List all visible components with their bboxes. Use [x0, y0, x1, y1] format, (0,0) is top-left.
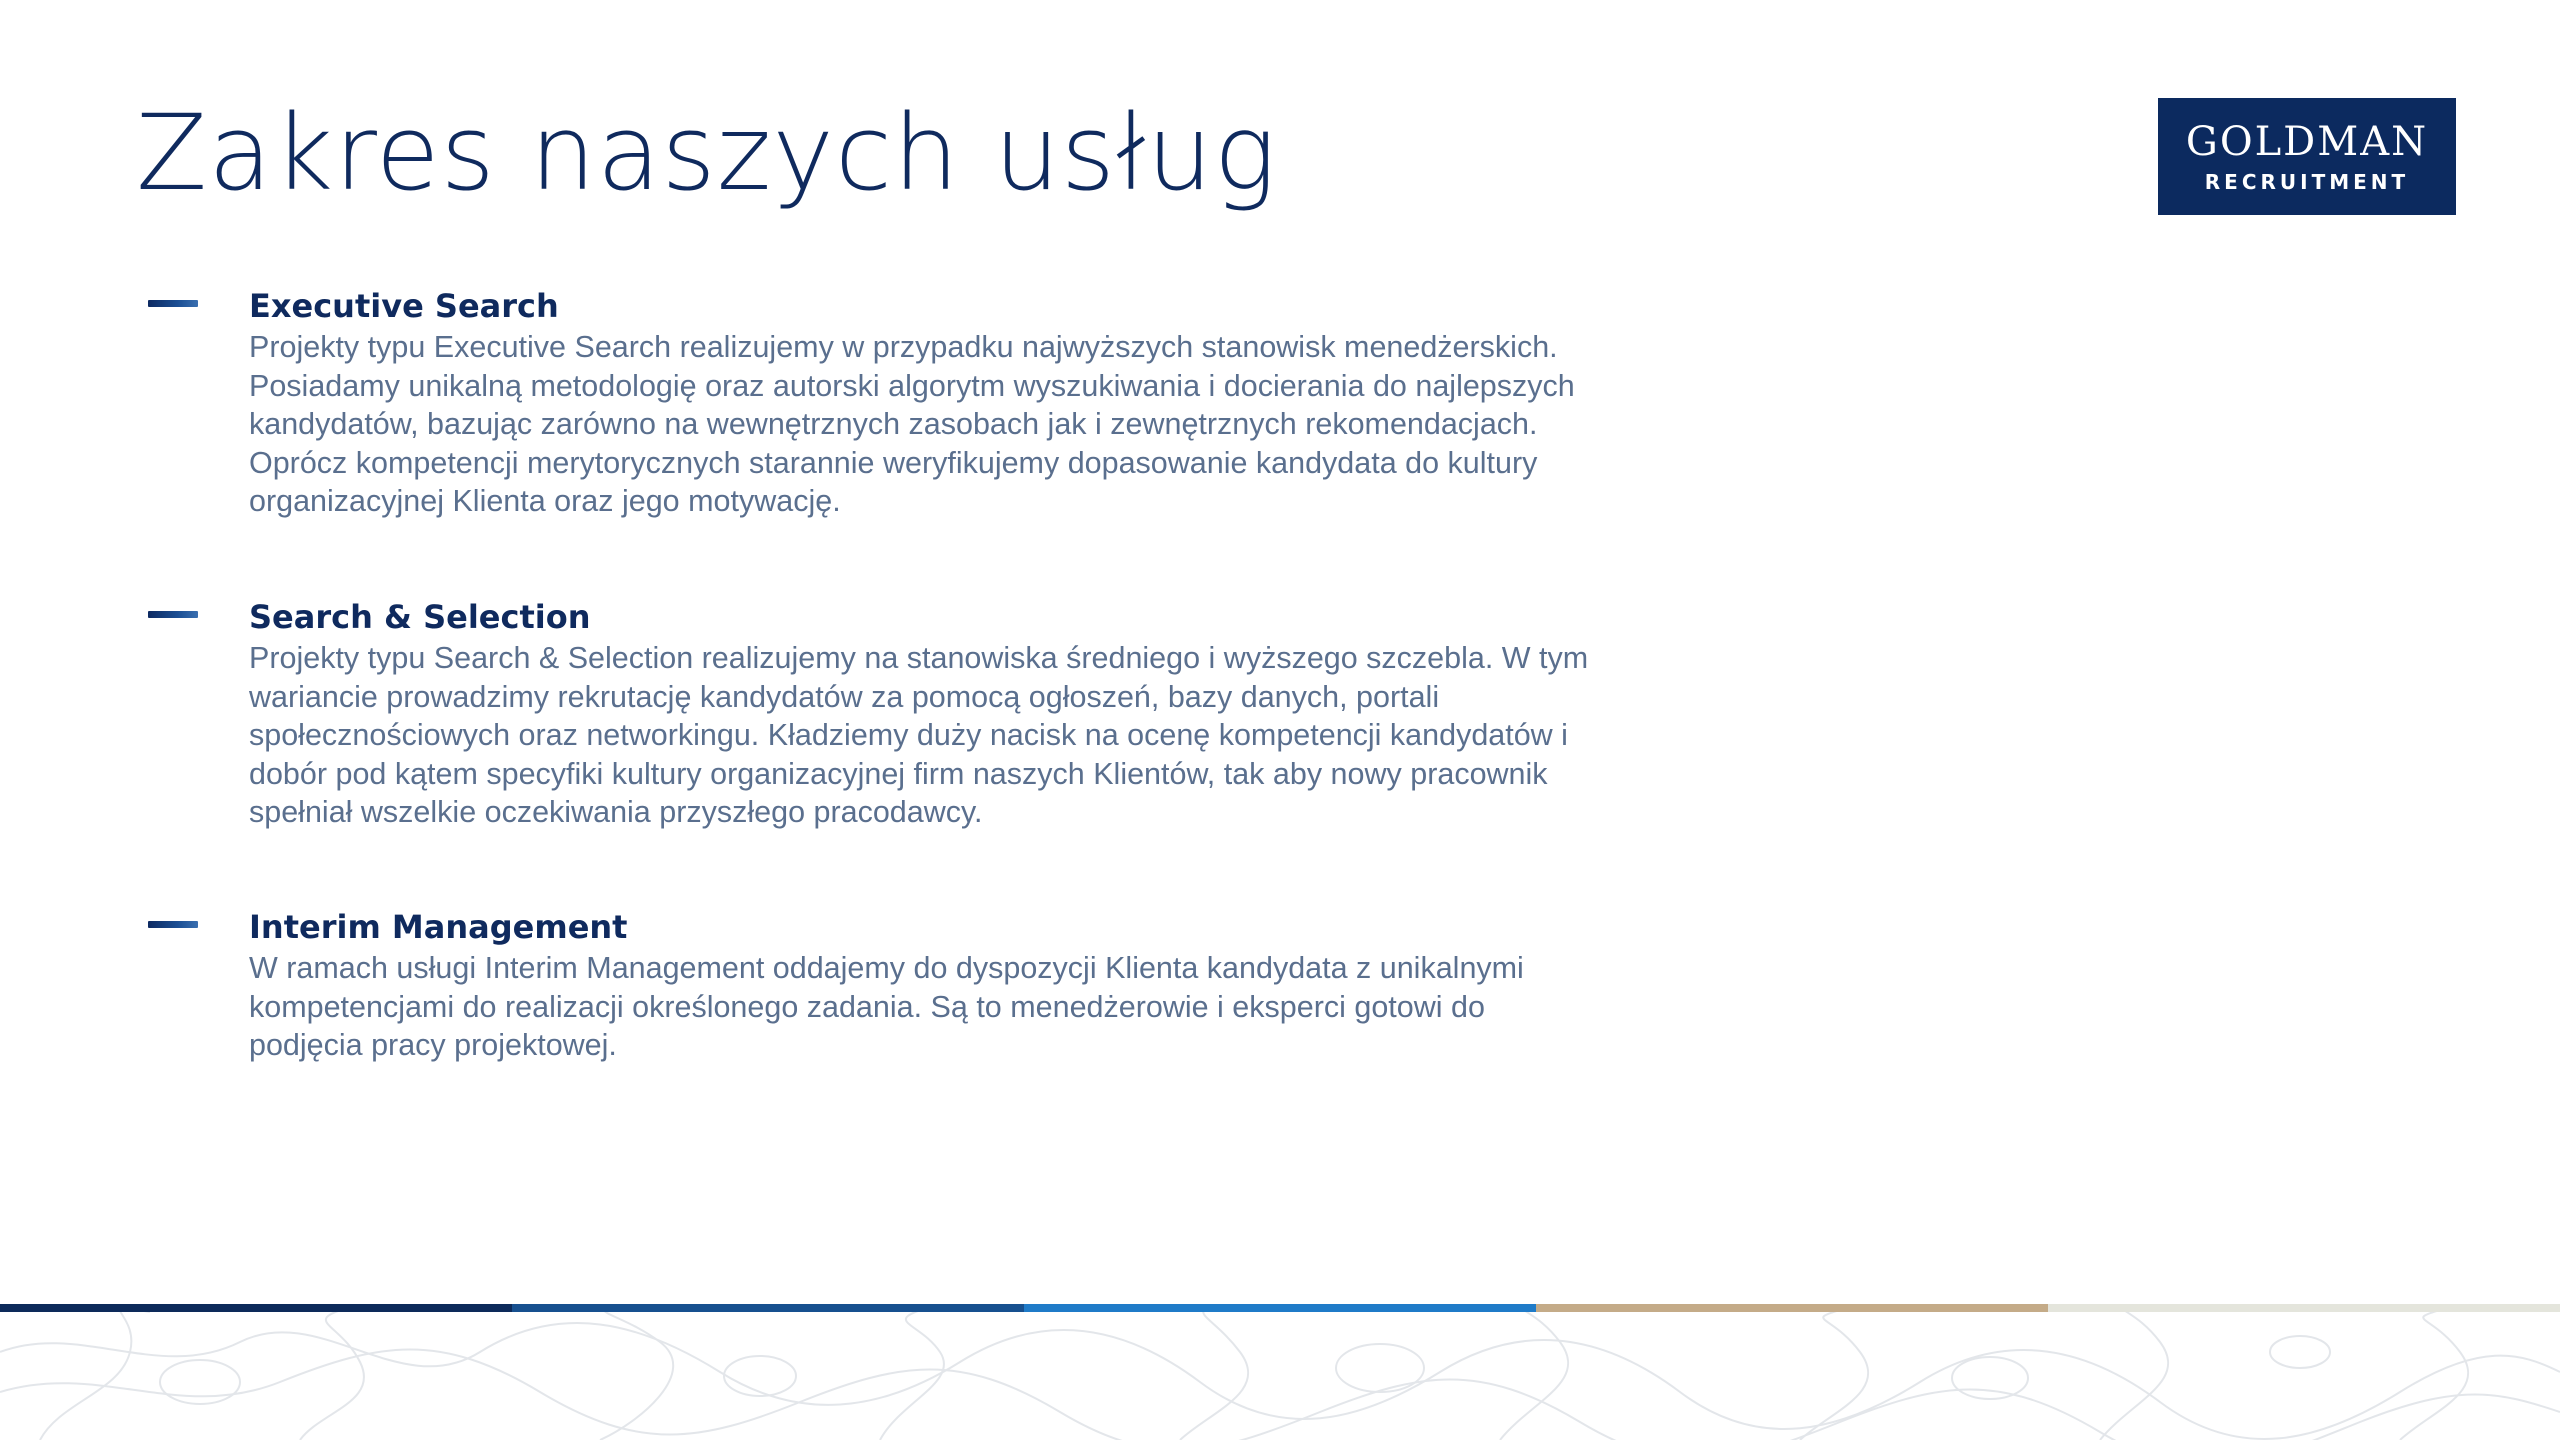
- footer-color-bar: [0, 1304, 2560, 1312]
- service-title: Executive Search: [249, 287, 559, 325]
- service-description: Projekty typu Executive Search realizujemy w przypadku najwyższych stanowisk menedżerskich. Posiadamy unikalną metodologię oraz autorski algorytm wyszukiwania i docierania do najlepszych kandydatów, bazując zarówno na wewnętrznych zasobach jak i zewnętrznych rekomendacjach. Oprócz kompetencji merytorycznych starannie weryfikujemy dopasowanie kandydata do kultury organizacyjnej Klienta oraz jego motywację.: [249, 330, 1575, 518]
- service-description: W ramach usługi Interim Management oddajemy do dyspozycji Klienta kandydata z unikalnymi kompetencjami do realizacji określonego zadania. Są to menedżerowie i eksperci gotowi do podjęcia pracy projektowej.: [249, 951, 1524, 1062]
- logo-main-text: GOLDMAN: [2185, 118, 2429, 165]
- color-bar-segment: [1536, 1304, 2048, 1312]
- dash-bullet-icon: [148, 300, 198, 307]
- page-title: Zakres naszych usług: [136, 92, 1277, 214]
- color-bar-segment: [1024, 1304, 1536, 1312]
- dash-bullet-icon: [148, 921, 198, 928]
- logo-sub-text: RECRUITMENT: [2204, 169, 2410, 194]
- color-bar-segment: [512, 1304, 1024, 1312]
- dash-bullet-icon: [148, 611, 198, 618]
- color-bar-segment: [0, 1304, 512, 1312]
- service-title: Interim Management: [249, 908, 628, 946]
- service-description: Projekty typu Search & Selection realizujemy na stanowiska średniego i wyższego szczebla. W tym wariancie prowadzimy rekrutację kandydatów za pomocą ogłoszeń, bazy danych, portali społecznościowych oraz networkingu. Kładziemy duży nacisk na ocenę kompetencji kandydatów i dobór pod kątem specyfiki kultury organizacyjnej firm naszych Klientów, tak aby nowy pracownik spełniał wszelkie oczekiwania przyszłego pracodawcy.: [249, 641, 1589, 829]
- color-bar-segment: [2048, 1304, 2560, 1312]
- topographic-pattern: [0, 1312, 2560, 1440]
- company-logo: [2158, 98, 2456, 215]
- service-title: Search & Selection: [249, 598, 591, 636]
- topographic-pattern-icon: [0, 1312, 2560, 1440]
